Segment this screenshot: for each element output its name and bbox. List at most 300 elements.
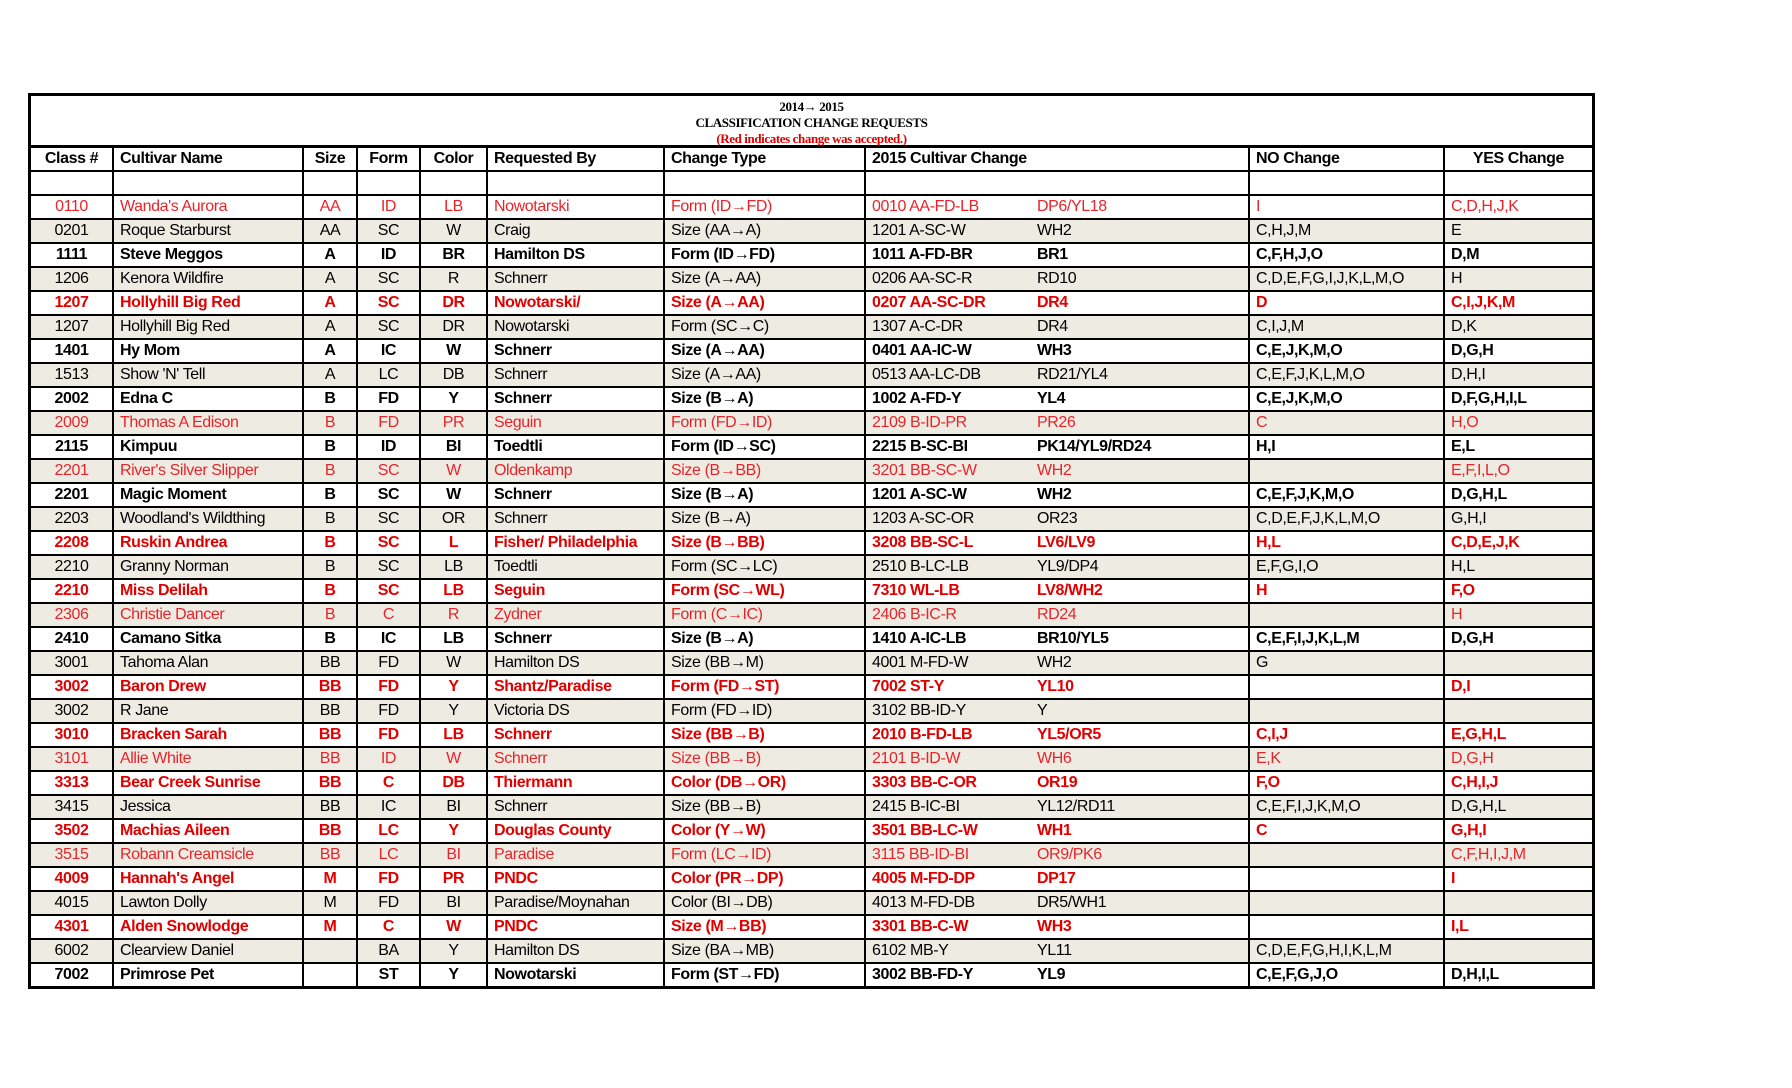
form-cell: IC <box>357 627 420 651</box>
table-row <box>31 363 1592 387</box>
table-row <box>31 267 1592 291</box>
requested-by-cell: Schnerr <box>487 267 664 291</box>
cultivar-name-cell: Primrose Pet <box>113 963 303 986</box>
form-cell: FD <box>357 867 420 891</box>
column-header: Size <box>303 148 357 171</box>
color-cell: Y <box>420 699 487 723</box>
color-cell: W <box>420 459 487 483</box>
table-row <box>31 915 1592 939</box>
color-cell: BR <box>420 243 487 267</box>
new-class-code: 1307 A-C-DR <box>872 318 963 335</box>
class-number-cell: 1111 <box>31 243 113 267</box>
change-type-cell: Form (ID→FD) <box>664 195 865 219</box>
cultivar-change-cell <box>865 675 1249 699</box>
size-cell: B <box>303 507 357 531</box>
class-number-cell: 3002 <box>31 675 113 699</box>
new-class-code: 3303 BB-C-OR <box>872 774 977 791</box>
change-type-cell: Form (FD→ID) <box>664 699 865 723</box>
empty-cell <box>113 171 303 195</box>
class-number-cell: 2201 <box>31 459 113 483</box>
cultivar-name-cell: R Jane <box>113 699 303 723</box>
color-cell: L <box>420 531 487 555</box>
cultivar-name-cell: Jessica <box>113 795 303 819</box>
cultivar-name-cell: Hollyhill Big Red <box>113 315 303 339</box>
color-cell: LB <box>420 723 487 747</box>
no-change-cell: C,F,H,J,O <box>1249 243 1444 267</box>
cultivar-change-cell <box>865 579 1249 603</box>
cultivar-name-cell: Christie Dancer <box>113 603 303 627</box>
cultivar-name-cell: River's Silver Slipper <box>113 459 303 483</box>
cultivar-name-cell: Camano Sitka <box>113 627 303 651</box>
cultivar-change-cell <box>865 651 1249 675</box>
cultivar-change-cell <box>865 435 1249 459</box>
size-cell: AA <box>303 195 357 219</box>
class-number-cell: 2002 <box>31 387 113 411</box>
no-change-cell: C <box>1249 819 1444 843</box>
size-cell: BB <box>303 819 357 843</box>
cultivar-change-cell <box>865 531 1249 555</box>
column-header: Change Type <box>664 148 865 171</box>
cultivar-change-cell <box>865 315 1249 339</box>
table-row <box>31 291 1592 315</box>
no-change-cell: C,E,J,K,M,O <box>1249 387 1444 411</box>
change-type-cell: Size (B→A) <box>664 483 865 507</box>
form-cell: SC <box>357 531 420 555</box>
size-cell: BB <box>303 675 357 699</box>
size-cell: A <box>303 315 357 339</box>
no-change-cell: C,E,J,K,M,O <box>1249 339 1444 363</box>
size-cell: BB <box>303 843 357 867</box>
class-number-cell: 1401 <box>31 339 113 363</box>
form-cell: C <box>357 915 420 939</box>
size-cell: B <box>303 531 357 555</box>
class-number-cell: 2009 <box>31 411 113 435</box>
new-class-code: 4005 M-FD-DP <box>872 870 975 887</box>
size-cell <box>303 939 357 963</box>
form-cell: FD <box>357 411 420 435</box>
requested-by-cell: Douglas County <box>487 819 664 843</box>
table-row <box>31 387 1592 411</box>
new-class-code: 7002 ST-Y <box>872 678 945 695</box>
color-cell: BI <box>420 843 487 867</box>
column-header: Class # <box>31 148 113 171</box>
color-code: YL9/DP4 <box>1037 558 1099 575</box>
color-cell: R <box>420 603 487 627</box>
color-cell: W <box>420 747 487 771</box>
table-row <box>31 507 1592 531</box>
column-header: 2015 Cultivar Change <box>865 148 1249 171</box>
empty-cell <box>1444 171 1592 195</box>
change-type-cell: Form (SC→C) <box>664 315 865 339</box>
no-change-cell: C <box>1249 411 1444 435</box>
column-header: Cultivar Name <box>113 148 303 171</box>
form-cell: IC <box>357 795 420 819</box>
cultivar-name-cell: Allie White <box>113 747 303 771</box>
color-code: OR9/PK6 <box>1037 846 1102 863</box>
change-type-cell: Size (A→AA) <box>664 267 865 291</box>
form-cell: FD <box>357 891 420 915</box>
table-row <box>31 579 1592 603</box>
class-number-cell: 3001 <box>31 651 113 675</box>
color-cell: Y <box>420 819 487 843</box>
size-cell: A <box>303 267 357 291</box>
size-cell: AA <box>303 219 357 243</box>
no-change-cell: D <box>1249 291 1444 315</box>
requested-by-cell: Seguin <box>487 411 664 435</box>
table-row <box>31 843 1592 867</box>
yes-change-cell <box>1444 651 1592 675</box>
new-class-code: 1201 A-SC-W <box>872 486 967 503</box>
data-table <box>31 148 1592 986</box>
table-row <box>31 723 1592 747</box>
change-type-cell: Form (LC→ID) <box>664 843 865 867</box>
no-change-cell <box>1249 699 1444 723</box>
cultivar-change-cell <box>865 267 1249 291</box>
color-code: YL12/RD11 <box>1037 798 1115 815</box>
new-class-code: 4001 M-FD-W <box>872 654 969 671</box>
cultivar-change-cell <box>865 339 1249 363</box>
size-cell: BB <box>303 795 357 819</box>
new-class-code: 0513 AA-LC-DB <box>872 366 981 383</box>
color-code: LV6/LV9 <box>1037 534 1095 551</box>
new-class-code: 2010 B-FD-LB <box>872 726 973 743</box>
color-cell: LB <box>420 195 487 219</box>
yes-change-cell: H <box>1444 267 1592 291</box>
no-change-cell <box>1249 915 1444 939</box>
size-cell: B <box>303 579 357 603</box>
color-code: DP6/YL18 <box>1037 198 1107 215</box>
yes-change-cell: D,F,G,H,I,L <box>1444 387 1592 411</box>
change-type-cell: Form (SC→LC) <box>664 555 865 579</box>
change-type-cell: Color (BI→DB) <box>664 891 865 915</box>
size-cell: B <box>303 435 357 459</box>
form-cell: SC <box>357 291 420 315</box>
color-cell: W <box>420 219 487 243</box>
cultivar-name-cell: Bear Creek Sunrise <box>113 771 303 795</box>
cultivar-name-cell: Woodland's Wildthing <box>113 507 303 531</box>
change-type-cell: Size (B→A) <box>664 507 865 531</box>
yes-change-cell: E <box>1444 219 1592 243</box>
color-code: RD21/YL4 <box>1037 366 1108 383</box>
cultivar-name-cell: Granny Norman <box>113 555 303 579</box>
color-cell: Y <box>420 387 487 411</box>
form-cell: SC <box>357 555 420 579</box>
class-number-cell: 2306 <box>31 603 113 627</box>
color-code: PK14/YL9/RD24 <box>1037 438 1151 455</box>
class-number-cell: 4015 <box>31 891 113 915</box>
class-number-cell: 1207 <box>31 291 113 315</box>
color-cell: W <box>420 651 487 675</box>
table-row <box>31 435 1592 459</box>
new-class-code: 0206 AA-SC-R <box>872 270 973 287</box>
color-code: Y <box>1037 702 1048 719</box>
cultivar-change-cell <box>865 507 1249 531</box>
size-cell: B <box>303 483 357 507</box>
color-code: BR10/YL5 <box>1037 630 1109 647</box>
color-code: YL11 <box>1037 942 1072 959</box>
form-cell: ID <box>357 747 420 771</box>
color-code: OR23 <box>1037 510 1078 527</box>
no-change-cell: E,F,G,I,O <box>1249 555 1444 579</box>
class-number-cell: 0110 <box>31 195 113 219</box>
requested-by-cell: Paradise/Moynahan <box>487 891 664 915</box>
new-class-code: 2415 B-IC-BI <box>872 798 960 815</box>
requested-by-cell: Nowotarski <box>487 315 664 339</box>
yes-change-cell: H,O <box>1444 411 1592 435</box>
requested-by-cell: Seguin <box>487 579 664 603</box>
requested-by-cell: Schnerr <box>487 747 664 771</box>
cultivar-name-cell: Kimpuu <box>113 435 303 459</box>
requested-by-cell: Schnerr <box>487 507 664 531</box>
requested-by-cell: Toedtli <box>487 435 664 459</box>
color-cell: PR <box>420 411 487 435</box>
cultivar-name-cell: Hy Mom <box>113 339 303 363</box>
new-class-code: 3201 BB-SC-W <box>872 462 977 479</box>
new-class-code: 1002 A-FD-Y <box>872 390 962 407</box>
no-change-cell: F,O <box>1249 771 1444 795</box>
empty-cell <box>664 171 865 195</box>
size-cell: BB <box>303 771 357 795</box>
size-cell: A <box>303 339 357 363</box>
size-cell: A <box>303 291 357 315</box>
cultivar-name-cell: Thomas A Edison <box>113 411 303 435</box>
class-number-cell: 2210 <box>31 579 113 603</box>
yes-change-cell: D,M <box>1444 243 1592 267</box>
yes-change-cell: C,F,H,I,J,M <box>1444 843 1592 867</box>
form-cell: SC <box>357 315 420 339</box>
cultivar-change-cell <box>865 699 1249 723</box>
color-code: WH1 <box>1037 822 1072 839</box>
size-cell: BB <box>303 651 357 675</box>
no-change-cell: C,D,E,F,J,K,L,M,O <box>1249 507 1444 531</box>
column-header: Form <box>357 148 420 171</box>
cultivar-change-cell <box>865 363 1249 387</box>
yes-change-cell: E,G,H,L <box>1444 723 1592 747</box>
new-class-code: 1203 A-SC-OR <box>872 510 974 527</box>
form-cell: C <box>357 603 420 627</box>
empty-cell <box>357 171 420 195</box>
class-number-cell: 2201 <box>31 483 113 507</box>
color-code: RD24 <box>1037 606 1077 623</box>
requested-by-cell: Oldenkamp <box>487 459 664 483</box>
cultivar-name-cell: Edna C <box>113 387 303 411</box>
requested-by-cell: Victoria DS <box>487 699 664 723</box>
color-cell: Y <box>420 939 487 963</box>
color-code: DR4 <box>1037 318 1068 335</box>
change-type-cell: Size (B→A) <box>664 627 865 651</box>
requested-by-cell: Hamilton DS <box>487 243 664 267</box>
no-change-cell <box>1249 603 1444 627</box>
cultivar-change-cell <box>865 195 1249 219</box>
color-code: PR26 <box>1037 414 1076 431</box>
class-number-cell: 4009 <box>31 867 113 891</box>
class-number-cell: 1207 <box>31 315 113 339</box>
size-cell: M <box>303 867 357 891</box>
size-cell: B <box>303 387 357 411</box>
column-header: Color <box>420 148 487 171</box>
class-number-cell: 3515 <box>31 843 113 867</box>
cultivar-change-cell <box>865 483 1249 507</box>
no-change-cell: I <box>1249 195 1444 219</box>
requested-by-cell: Nowotarski/ <box>487 291 664 315</box>
yes-change-cell: I,L <box>1444 915 1592 939</box>
change-type-cell: Size (A→AA) <box>664 363 865 387</box>
cultivar-name-cell: Machias Aileen <box>113 819 303 843</box>
column-header: YES Change <box>1444 148 1592 171</box>
color-code: WH2 <box>1037 222 1072 239</box>
change-type-cell: Size (A→AA) <box>664 291 865 315</box>
requested-by-cell: Schnerr <box>487 363 664 387</box>
no-change-cell <box>1249 867 1444 891</box>
cultivar-change-cell <box>865 387 1249 411</box>
new-class-code: 6102 MB-Y <box>872 942 949 959</box>
form-cell: BA <box>357 939 420 963</box>
class-number-cell: 2410 <box>31 627 113 651</box>
form-cell: ID <box>357 435 420 459</box>
cultivar-change-cell <box>865 795 1249 819</box>
change-type-cell: Size (BB→B) <box>664 795 865 819</box>
change-type-cell: Form (ID→SC) <box>664 435 865 459</box>
form-cell: LC <box>357 363 420 387</box>
cultivar-change-cell <box>865 891 1249 915</box>
class-number-cell: 0201 <box>31 219 113 243</box>
cultivar-change-cell <box>865 843 1249 867</box>
table-row <box>31 459 1592 483</box>
change-type-cell: Color (DB→OR) <box>664 771 865 795</box>
yes-change-cell: H <box>1444 603 1592 627</box>
color-cell: Y <box>420 963 487 986</box>
color-cell: W <box>420 915 487 939</box>
cultivar-name-cell: Baron Drew <box>113 675 303 699</box>
requested-by-cell: Nowotarski <box>487 963 664 986</box>
color-code: YL9 <box>1037 966 1066 983</box>
color-code: WH2 <box>1037 654 1072 671</box>
requested-by-cell: Schnerr <box>487 627 664 651</box>
color-cell: DB <box>420 363 487 387</box>
form-cell: SC <box>357 579 420 603</box>
blank-row <box>31 171 1592 195</box>
class-number-cell: 3313 <box>31 771 113 795</box>
class-number-cell: 3101 <box>31 747 113 771</box>
cultivar-change-cell <box>865 939 1249 963</box>
no-change-cell <box>1249 891 1444 915</box>
no-change-cell: H <box>1249 579 1444 603</box>
color-cell: BI <box>420 435 487 459</box>
class-number-cell: 4301 <box>31 915 113 939</box>
requested-by-cell: Thiermann <box>487 771 664 795</box>
change-type-cell: Size (BB→M) <box>664 651 865 675</box>
yes-change-cell: D,G,H <box>1444 339 1592 363</box>
change-type-cell: Size (M→BB) <box>664 915 865 939</box>
new-class-code: 3002 BB-FD-Y <box>872 966 974 983</box>
class-number-cell: 1513 <box>31 363 113 387</box>
yes-change-cell: D,K <box>1444 315 1592 339</box>
table-row <box>31 939 1592 963</box>
yes-change-cell: G,H,I <box>1444 819 1592 843</box>
change-type-cell: Size (B→A) <box>664 387 865 411</box>
table-title <box>31 96 1592 148</box>
cultivar-name-cell: Steve Meggos <box>113 243 303 267</box>
color-code: LV8/WH2 <box>1037 582 1103 599</box>
yes-change-cell: D,G,H,L <box>1444 795 1592 819</box>
size-cell: BB <box>303 723 357 747</box>
cultivar-name-cell: Miss Delilah <box>113 579 303 603</box>
table-row <box>31 699 1592 723</box>
change-type-cell: Size (B→BB) <box>664 459 865 483</box>
cultivar-name-cell: Hannah's Angel <box>113 867 303 891</box>
size-cell: M <box>303 891 357 915</box>
new-class-code: 1410 A-IC-LB <box>872 630 967 647</box>
new-class-code: 3501 BB-LC-W <box>872 822 978 839</box>
size-cell: B <box>303 603 357 627</box>
change-type-cell: Form (ID→FD) <box>664 243 865 267</box>
form-cell: SC <box>357 507 420 531</box>
yes-change-cell: D,I <box>1444 675 1592 699</box>
new-class-code: 3208 BB-SC-L <box>872 534 974 551</box>
form-cell: LC <box>357 843 420 867</box>
cultivar-change-cell <box>865 747 1249 771</box>
form-cell: SC <box>357 483 420 507</box>
table-row <box>31 315 1592 339</box>
color-cell: BI <box>420 891 487 915</box>
cultivar-name-cell: Magic Moment <box>113 483 303 507</box>
change-type-cell: Form (FD→ST) <box>664 675 865 699</box>
color-cell: LB <box>420 579 487 603</box>
cultivar-change-cell <box>865 627 1249 651</box>
no-change-cell: C,I,J,M <box>1249 315 1444 339</box>
size-cell: A <box>303 243 357 267</box>
requested-by-cell: Zydner <box>487 603 664 627</box>
color-cell: DR <box>420 291 487 315</box>
form-cell: ID <box>357 195 420 219</box>
empty-cell <box>420 171 487 195</box>
title-note: (Red indicates change was accepted.) <box>716 131 907 146</box>
new-class-code: 3115 BB-ID-BI <box>872 846 969 863</box>
size-cell: B <box>303 555 357 579</box>
class-number-cell: 3002 <box>31 699 113 723</box>
title-years: 2014→ 2015 <box>779 99 844 114</box>
table-row <box>31 651 1592 675</box>
color-code: BR1 <box>1037 246 1068 263</box>
classification-change-table <box>28 93 1595 989</box>
class-number-cell: 3415 <box>31 795 113 819</box>
change-type-cell: Size (AA→A) <box>664 219 865 243</box>
color-cell: OR <box>420 507 487 531</box>
no-change-cell: C,D,E,F,G,H,I,K,L,M <box>1249 939 1444 963</box>
yes-change-cell: H,L <box>1444 555 1592 579</box>
table-row <box>31 531 1592 555</box>
new-class-code: 3102 BB-ID-Y <box>872 702 966 719</box>
table-row <box>31 603 1592 627</box>
new-class-code: 0010 AA-FD-LB <box>872 198 979 215</box>
no-change-cell: C,E,F,J,K,M,O <box>1249 483 1444 507</box>
color-code: DR4 <box>1037 294 1068 311</box>
change-type-cell: Size (BB→B) <box>664 747 865 771</box>
yes-change-cell: D,G,H <box>1444 627 1592 651</box>
color-cell: LB <box>420 555 487 579</box>
yes-change-cell: I <box>1444 867 1592 891</box>
table-row <box>31 867 1592 891</box>
yes-change-cell <box>1444 699 1592 723</box>
requested-by-cell: Hamilton DS <box>487 939 664 963</box>
color-code: YL5/OR5 <box>1037 726 1101 743</box>
change-type-cell: Color (PR→DP) <box>664 867 865 891</box>
change-type-cell: Size (BB→B) <box>664 723 865 747</box>
table-row <box>31 675 1592 699</box>
class-number-cell: 2115 <box>31 435 113 459</box>
color-code: WH2 <box>1037 486 1072 503</box>
requested-by-cell: Schnerr <box>487 795 664 819</box>
